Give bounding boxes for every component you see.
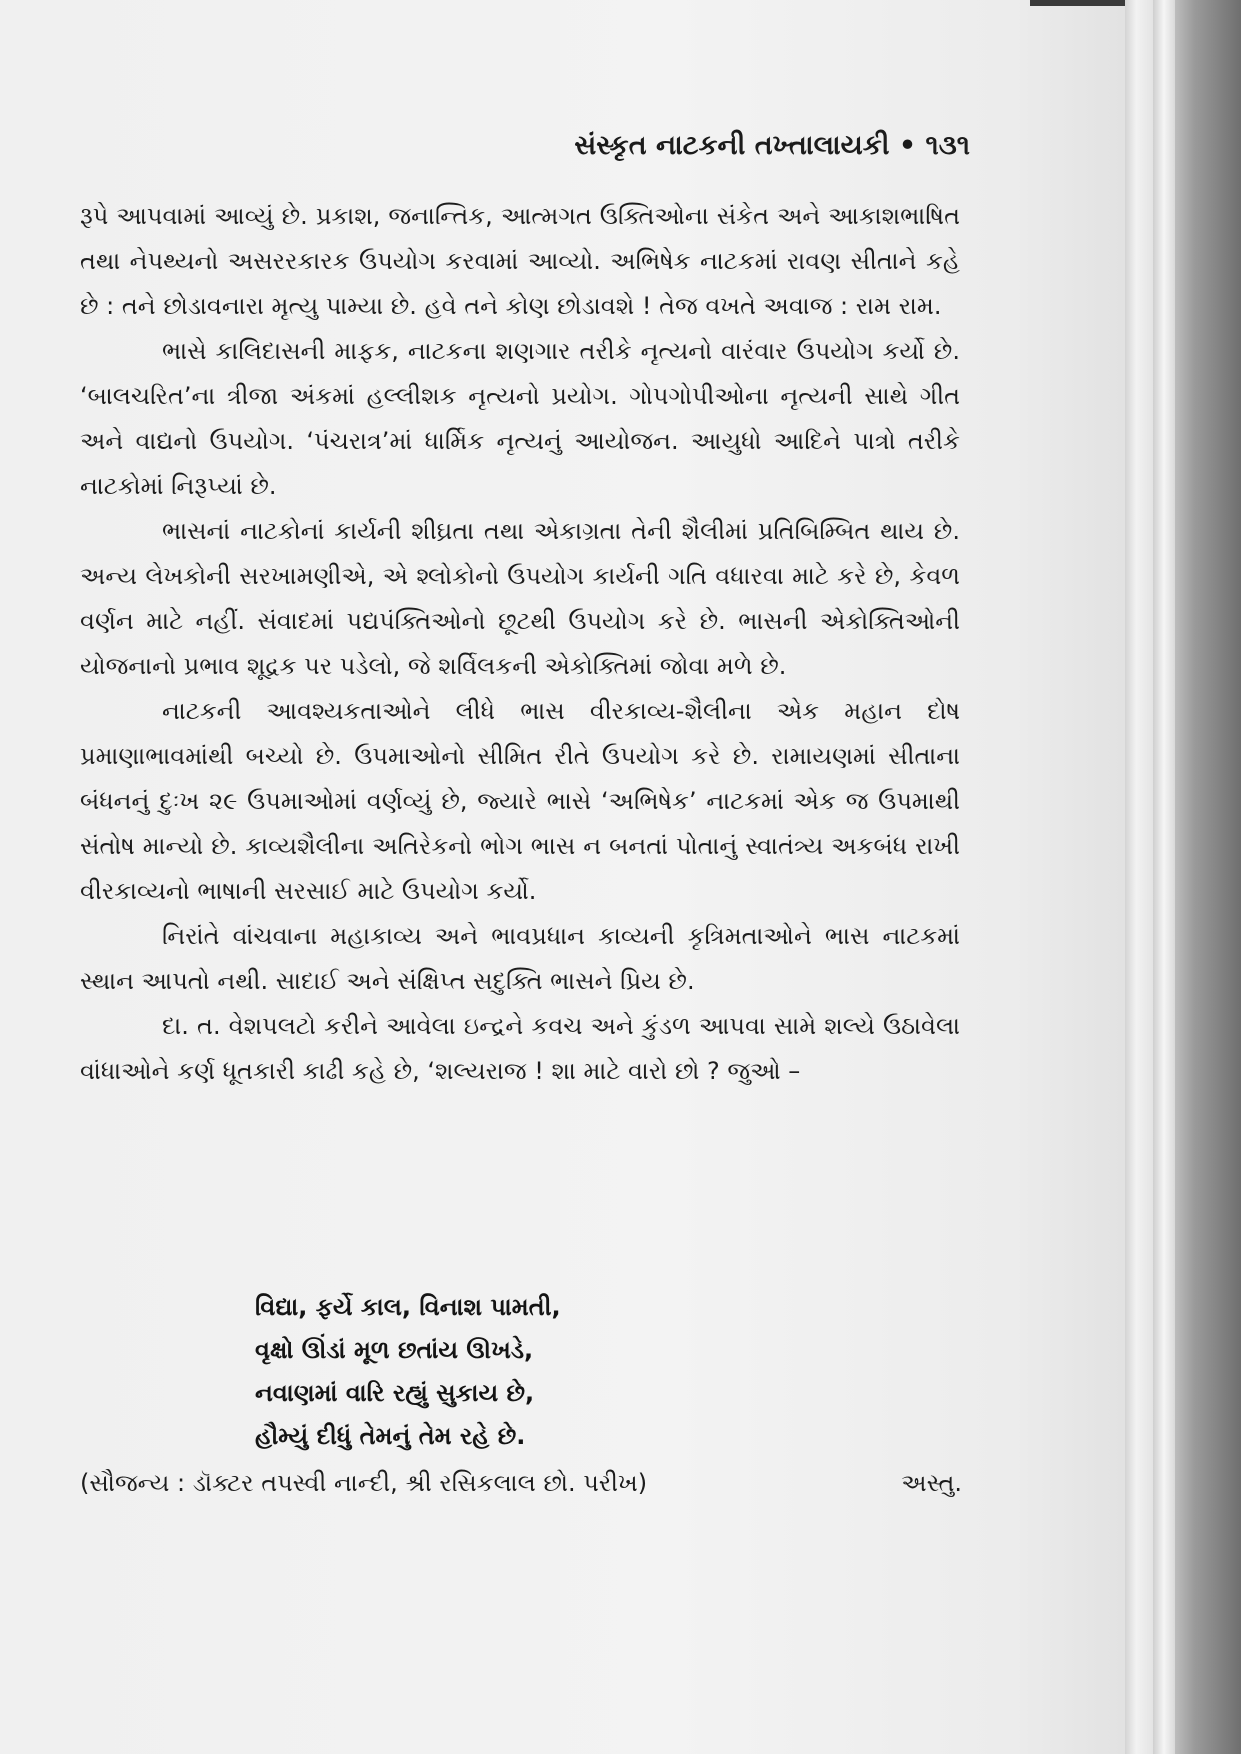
- paragraph: ભાસે કાલિદાસની માફક, નાટકના શણગાર તરીકે નૃત્યનો વારંવાર ઉપયોગ કર્યો છે. ‘બાલચરિત’ના ત્રીજા અંકમાં હલ્લીશક નૃત્યનો પ્રયોગ. ગોપગોપીઓના નૃત્યની સાથે ગીત અને વાદ્યનો ઉપયોગ. ‘પંચરાત્ર’માં ધાર્મિક નૃત્યનું આયોજન. આયુધો આદિને પાત્રો તરીકે નાટકોમાં નિરૂપ્યાં છે.: [80, 337, 960, 500]
- page-top-mark: [1030, 0, 1125, 6]
- closing-word: અસ્તુ.: [901, 1469, 962, 1497]
- paragraph: રૂપે આપવામાં આવ્યું છે. પ્રકાશ, જનાન્તિક, આત્મગત ઉક્તિઓના સંકેત અને આકાશભાષિત તથા નેપથ્યનો અસરરકારક ઉપયોગ કરવામાં આવ્યો. અભિષેક નાટકમાં રાવણ સીતાને કહે છે : તને છોડાવનારા મૃત્યુ પામ્યા છે. હવે તને કોણ છોડાવશે ! તેજ વખતે અવાજ : રામ રામ.: [80, 202, 960, 320]
- verse-block: [255, 1286, 561, 1458]
- paragraph: દા. ત. વેશપલટો કરીને આવેલા ઇન્દ્રને કવચ અને કુંડળ આપવા સામે શલ્યે ઉઠાવેલા વાંધાઓને કર્ણ ધૂતકારી કાઢી કહે છે, ‘શલ્યરાજ ! શા માટે વારો છો ? જુઓ –: [80, 1012, 960, 1085]
- page-edge: [1125, 0, 1153, 1754]
- paragraph: નાટકની આવશ્યકતાઓને લીધે ભાસ વીરકાવ્ય-શૈલીના એક મહાન દોષ પ્રમાણાભાવમાંથી બચ્યો છે. ઉપમાઓનો સીમિત રીતે ઉપયોગ કરે છે. રામાયણમાં સીતાના બંધનનું દુઃખ ૨૯ ઉપમાઓમાં વર્ણવ્યું છે, જ્યારે ભાસે ‘અભિષેક’ નાટકમાં એક જ ઉપમાથી સંતોષ માન્યો છે. કાવ્યશૈલીના અતિરેકનો ભોગ ભાસ ન બનતાં પોતાનું સ્વાતંત્ર્ય અકબંધ રાખી વીરકાવ્યનો ભાષાની સરસાઈ માટે ઉપયોગ કર્યો.: [80, 697, 960, 905]
- paragraph: ભાસનાં નાટકોનાં કાર્યની શીઘ્રતા તથા એકાગ્રતા તેની શૈલીમાં પ્રતિબિમ્બિત થાય છે. અન્ય લેખકોની સરખામણીએ, એ શ્લોકોનો ઉપયોગ કાર્યની ગતિ વધારવા માટે કરે છે, કેવળ વર્ણન માટે નહીં. સંવાદમાં પદ્યપંક્તિઓનો છૂટથી ઉપયોગ કરે છે. ભાસની એકોક્તિઓની યોજનાનો પ્રભાવ શૂદ્રક પર પડેલો, જે શર્વિલકની એકોક્તિમાં જોવા મળે છે.: [80, 517, 960, 680]
- book-spine-shadow: [1175, 0, 1241, 1754]
- credit-text: (સૌજન્ય : ડૉક્ટર તપસ્વી નાન્દી, શ્રી રસિકલાલ છો. પરીખ): [80, 1469, 648, 1497]
- verse-line: હૌમ્યું દીધું તેમનું તેમ રહે છે.: [255, 1422, 526, 1450]
- verse-line: વૃક્ષો ઊંડાં મૂળ છતાંય ઊખડે,: [255, 1336, 534, 1364]
- credit-line: [80, 1469, 962, 1497]
- page-edge: [1153, 0, 1175, 1754]
- verse-line: વિદ્યા, ફર્યે કાલ, વિનાશ પામતી,: [255, 1293, 561, 1321]
- verse-line: નવાણમાં વારિ રહ્યું સુકાય છે,: [255, 1379, 535, 1407]
- paragraph: નિરાંતે વાંચવાના મહાકાવ્ય અને ભાવપ્રધાન કાવ્યની કૃત્રિમતાઓને ભાસ નાટકમાં સ્થાન આપતો નથી. સાદાઈ અને સંક્ષિપ્ત સદુક્તિ ભાસને પ્રિય છે.: [80, 922, 960, 995]
- body-text: [80, 194, 960, 1094]
- running-header: સંસ્કૃત નાટકની તખ્તાલાયકી • ૧૩૧: [574, 130, 970, 161]
